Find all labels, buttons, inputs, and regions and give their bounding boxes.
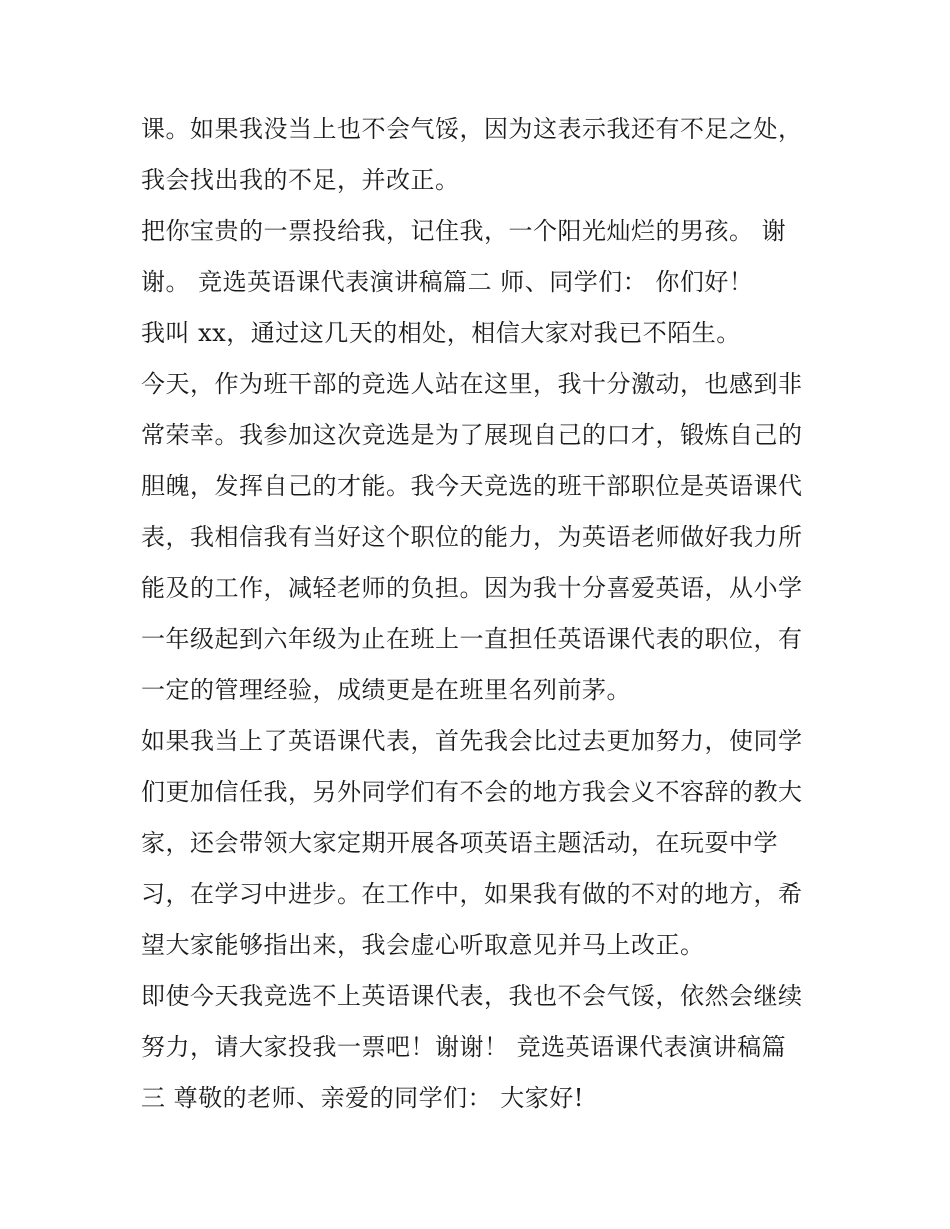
text-line: 家，还会带领大家定期开展各项英语主题活动，在玩耍中学 — [141, 829, 778, 857]
text-line: 们更加信任我，另外同学们有不会的地方我会义不容辞的教大 — [141, 778, 803, 806]
text-line: 今天，作为班干部的竞选人站在这里，我十分激动，也感到非 — [141, 370, 803, 398]
text-line: 胆魄，发挥自己的才能。我今天竞选的班干部职位是英语课代 — [141, 472, 803, 500]
text-line: 我会找出我的不足，并改正。 — [141, 166, 460, 194]
text-line: 谢。 竞选英语课代表演讲稿篇二 师、同学们： 你们好！ — [141, 268, 754, 296]
text-line: 习，在学习中进步。在工作中，如果我有做的不对的地方，希 — [141, 880, 803, 908]
text-line: 一年级起到六年级为止在班上一直担任英语课代表的职位，有 — [141, 625, 803, 653]
text-line: 我叫 xx，通过这几天的相处，相信大家对我已不陌生。 — [141, 319, 741, 347]
text-line: 表，我相信我有当好这个职位的能力，为英语老师做好我力所 — [141, 523, 803, 551]
text-line: 常荣幸。我参加这次竞选是为了展现自己的口才，锻炼自己的 — [141, 421, 803, 449]
text-line: 努力，请大家投我一票吧！谢谢！ 竞选英语课代表演讲稿篇 — [141, 1033, 787, 1061]
text-line: 把你宝贵的一票投给我，记住我，一个阳光灿烂的男孩。 谢 — [141, 217, 787, 245]
document-text-body — [141, 104, 821, 1124]
text-line: 望大家能够指出来，我会虚心听取意见并马上改正。 — [141, 931, 705, 959]
text-line: 课。如果我没当上也不会气馁，因为这表示我还有不足之处， — [141, 115, 803, 143]
text-line: 一定的管理经验，成绩更是在班里名列前茅。 — [141, 676, 631, 704]
text-line: 三 尊敬的老师、亲爱的同学们： 大家好! — [141, 1084, 584, 1112]
text-line: 即使今天我竞选不上英语课代表，我也不会气馁，依然会继续 — [141, 982, 803, 1010]
text-line: 能及的工作，减轻老师的负担。因为我十分喜爱英语，从小学 — [141, 574, 803, 602]
text-line: 如果我当上了英语课代表，首先我会比过去更加努力，使同学 — [141, 727, 803, 755]
